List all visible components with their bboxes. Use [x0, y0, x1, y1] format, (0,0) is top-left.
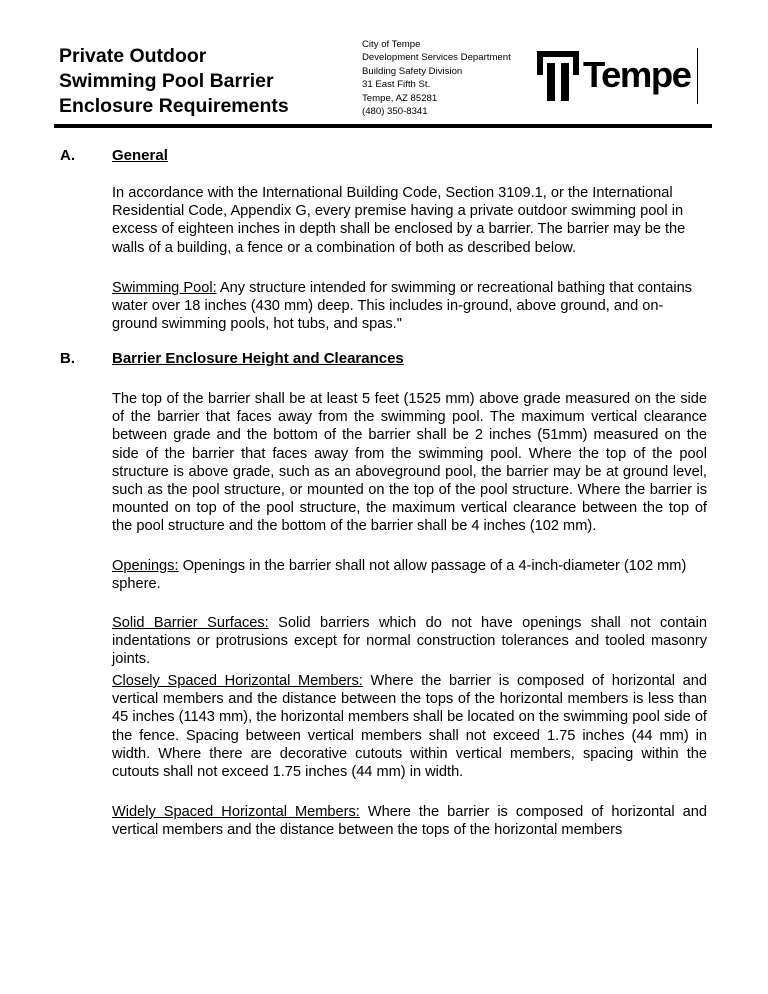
address-line-4: 31 East Fifth St. — [362, 79, 431, 91]
widely-spaced-rule — [112, 803, 707, 839]
section-b-paragraph: The top of the barrier shall be at least 5 feet (1525 mm) above grade measured on the side of the barrier that faces away from the swimming pool. The maximum vertical clearance between grade and the bottom of the barrier shall be 2 inches (51mm) measured on the side of the barrier that faces away from the swimming pool. Where the top of the pool structure is above grade, such as an aboveground pool, the barrier may be at ground level, such as the pool structure, or mounted on the top of the pool structure. Where the barrier is mounted on top of the pool structure, the maximum vertical clearance between the top of the pool structure and the bottom of the barrier shall be 4 inches (102 mm). — [112, 391, 707, 535]
department-address — [362, 38, 511, 118]
title-line-1: Private Outdoor — [59, 45, 207, 67]
section-a-letter: A. — [60, 147, 75, 164]
tempe-logo — [537, 50, 697, 105]
section-a-heading: General — [112, 147, 168, 164]
logo-wordmark: Tempe — [583, 54, 691, 95]
solid-barrier-rule — [112, 614, 707, 669]
openings-term: Openings: — [112, 558, 179, 574]
swimming-pool-text: Any structure intended for swimming or recreational bathing that contains water over 18 inches (430 mm) deep. This includes in-ground, above ground, and on-ground swimming pools, hot tubs, and spas." — [112, 280, 692, 333]
openings-rule — [112, 557, 707, 593]
address-line-1: City of Tempe — [362, 39, 421, 50]
widely-spaced-term: Widely Spaced Horizontal Members: — [112, 804, 360, 820]
title-line-2: Swimming Pool Barrier — [59, 70, 274, 92]
address-line-3: Building Safety Division — [362, 65, 463, 77]
document-title — [59, 44, 334, 119]
closely-spaced-text: Where the barrier is composed of horizontal and vertical members and the distance between the tops of the horizontal members is less than 45 inches (1143 mm), the horizontal members shall be located on the swimming pool side of the fence. Spacing between vertical members shall not exceed 1.75 inches (44 mm) in width. Where there are decorative cutouts within vertical members, spacing within the cutouts shall not exceed 1.75 inches (44 mm) in width. — [112, 673, 707, 781]
closely-spaced-rule — [112, 672, 707, 781]
swimming-pool-definition — [112, 279, 707, 334]
section-a-paragraph: In accordance with the International Building Code, Section 3109.1, or the International Residential Code, Appendix G, every premise having a private outdoor swimming pool in excess of eighteen inches in depth shall be enclosed by a barrier. The barrier may be the walls of a building, a fence or a combination of both as described below. — [112, 185, 686, 256]
section-b-heading: Barrier Enclosure Height and Clearances — [112, 350, 404, 367]
openings-text: Openings in the barrier shall not allow passage of a 4-inch-diameter (102 mm) sphere. — [112, 558, 687, 593]
header-rule — [54, 124, 712, 128]
address-line-6: (480) 350-8341 — [362, 106, 428, 118]
logo-divider — [697, 48, 698, 104]
closely-spaced-term: Closely Spaced Horizontal Members: — [112, 673, 363, 689]
address-line-2: Development Services Department — [362, 52, 511, 64]
solid-barrier-term: Solid Barrier Surfaces: — [112, 615, 269, 631]
title-line-3: Enclosure Requirements — [59, 95, 289, 117]
address-line-5: Tempe, AZ 85281 — [362, 92, 438, 104]
solid-barrier-text: Solid barriers which do not have openings shall not contain indentations or protrusions except for normal construction tolerances and tooled masonry joints. — [112, 615, 708, 668]
widely-spaced-text: Where the barrier is composed of horizontal and vertical members and the distance between the tops of the horizontal members — [112, 804, 707, 839]
tempe-t-logo-icon — [537, 51, 579, 101]
section-b-letter: B. — [60, 350, 75, 367]
swimming-pool-term: Swimming Pool: — [112, 280, 217, 296]
